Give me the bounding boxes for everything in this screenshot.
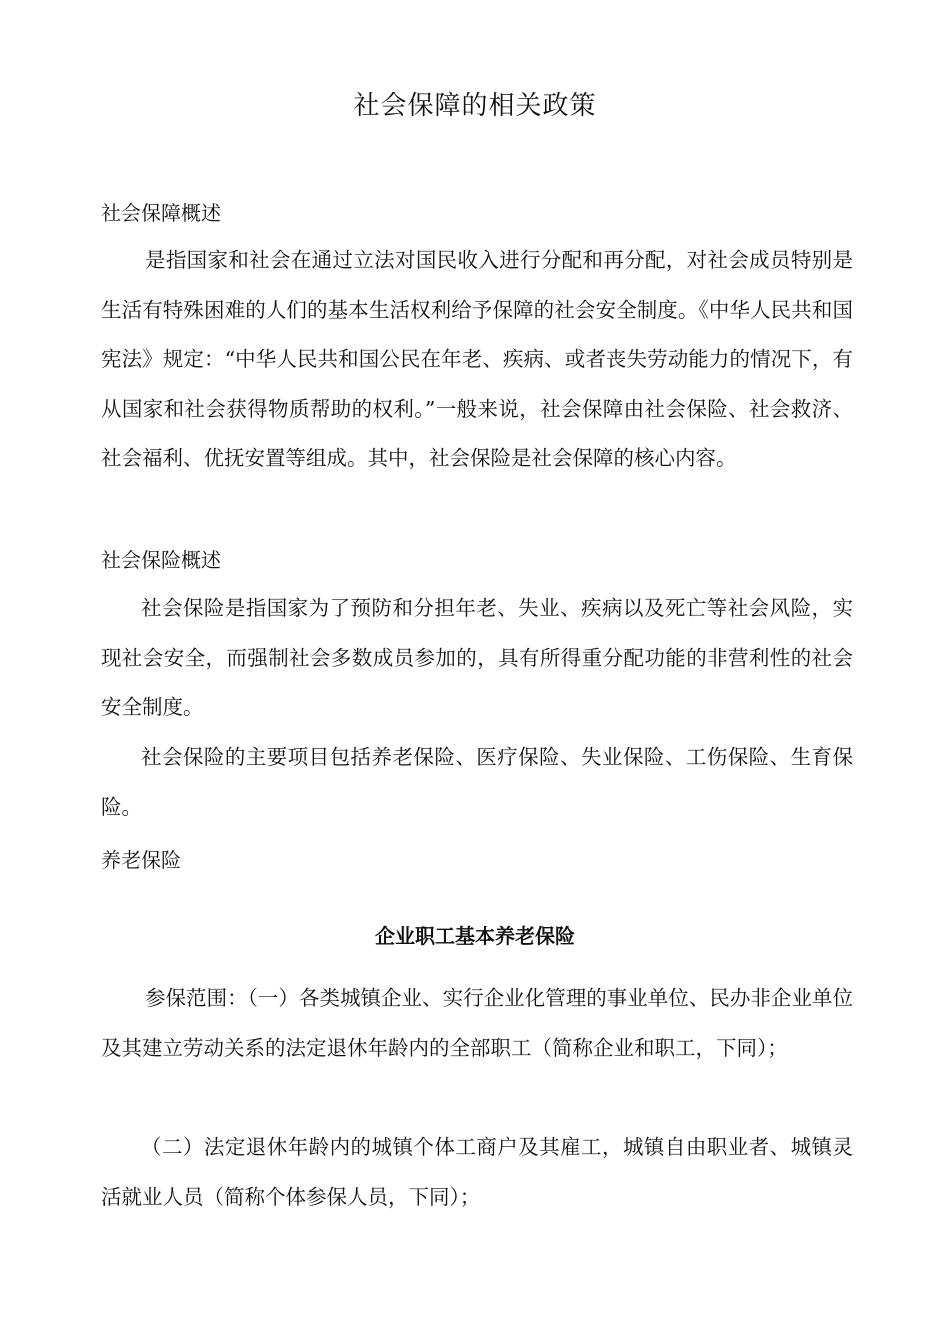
- section-heading-social-security-overview: 社会保障概述: [101, 201, 221, 225]
- section-heading-pension-insurance: 养老保险: [101, 848, 181, 872]
- paragraph-coverage-scope-1: 参保范围：（一）各类城镇企业、实行企业化管理的事业单位、民办非企业单位及其建立劳动关系的法定退休年龄内的全部职工（简称企业和职工，下同）；: [101, 986, 853, 1060]
- paragraph-social-security-definition: 是指国家和社会在通过立法对国民收入进行分配和再分配，对社会成员特别是生活有特殊困难的人们的基本生活权利给予保障的社会安全制度。《中华人民共和国宪法》规定：“中华人民共和国公民在年老、疾病、或者丧失劳动能力的情况下，有从国家和社会获得物质帮助的权利。”一般来说，社会保障由社会保险、社会救济、社会福利、优抚安置等组成。其中，社会保险是社会保障的核心内容。: [101, 248, 853, 470]
- subtitle-enterprise-pension: 企业职工基本养老保险: [375, 924, 575, 948]
- paragraph-coverage-scope-2: （二）法定退休年龄内的城镇个体工商户及其雇工，城镇自由职业者、城镇灵活就业人员（简称个体参保人员，下同）；: [101, 1135, 853, 1209]
- section-heading-social-insurance-overview: 社会保险概述: [101, 548, 221, 572]
- document-title: 社会保障的相关政策: [353, 91, 597, 121]
- paragraph-social-insurance-definition: 社会保险是指国家为了预防和分担年老、失业、疾病以及死亡等社会风险，实现社会安全，而强制社会多数成员参加的，具有所得重分配功能的非营利性的社会安全制度。: [101, 596, 853, 719]
- paragraph-social-insurance-items: 社会保险的主要项目包括养老保险、医疗保险、失业保险、工伤保险、生育保险。: [101, 745, 853, 819]
